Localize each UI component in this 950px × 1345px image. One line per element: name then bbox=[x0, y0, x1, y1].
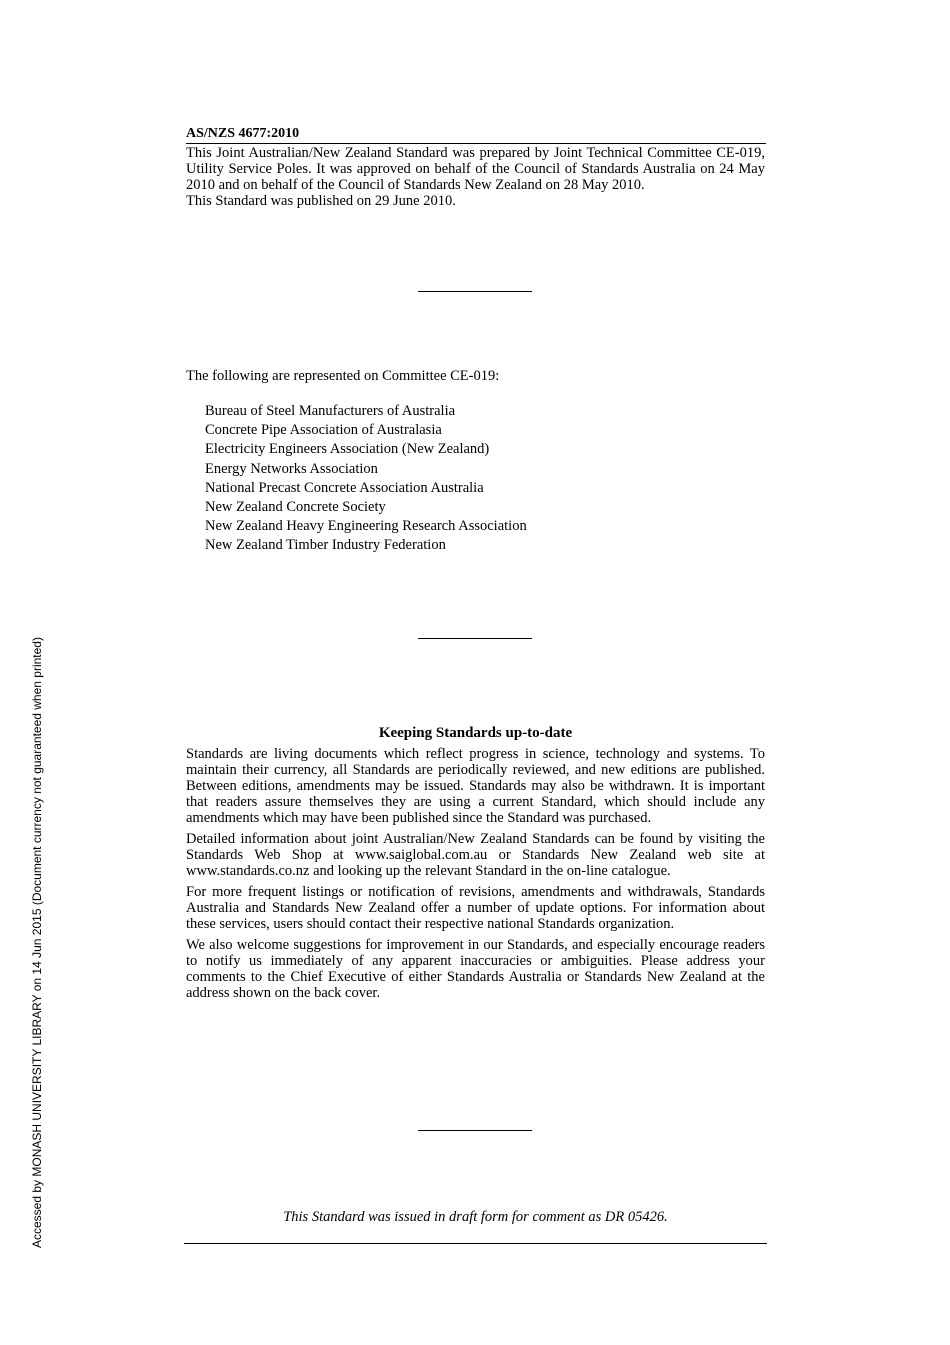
draft-note: This Standard was issued in draft form for comment as DR 05426. bbox=[283, 1209, 668, 1225]
keeping-standards-paragraph: We also welcome suggestions for improvement in our Standards, and especially encourage readers to notify us immediately of any apparent inaccuracies or ambiguities. Please address your comments to the Chief Executive of either Standards Australia or Standards New Zealand at the address shown on the back cover. bbox=[186, 937, 765, 1001]
keeping-standards-body bbox=[186, 746, 765, 1006]
keeping-standards-heading: Keeping Standards up-to-date bbox=[378, 725, 573, 741]
preparation-paragraph: This Joint Australian/New Zealand Standard was prepared by Joint Technical Committee CE-019, Utility Service Poles. It was approved on behalf of the Council of Standards Australia on 24 May 2010 and on behalf of the Council of Standards New Zealand on 28 May 2010. bbox=[186, 145, 765, 193]
keeping-standards-paragraph: For more frequent listings or notification of revisions, amendments and withdrawals, Standards Australia and Standards New Zealand offer a number of update options. For information about these services, users should contact their respective national Standards organization. bbox=[186, 884, 765, 932]
committee-member: New Zealand Heavy Engineering Research Association bbox=[205, 518, 527, 535]
committee-member: Electricity Engineers Association (New Zealand) bbox=[205, 441, 490, 458]
committee-member: National Precast Concrete Association Australia bbox=[205, 479, 484, 496]
committee-intro: The following are represented on Committee CE-019: bbox=[186, 368, 500, 384]
publication-date-line: This Standard was published on 29 June 2010. bbox=[186, 193, 456, 209]
footer-rule bbox=[184, 1243, 767, 1244]
committee-member: New Zealand Timber Industry Federation bbox=[205, 537, 446, 554]
committee-member-list bbox=[205, 402, 527, 556]
section-divider bbox=[418, 1130, 532, 1131]
section-divider bbox=[418, 638, 532, 639]
committee-member: Bureau of Steel Manufacturers of Australia bbox=[205, 403, 456, 419]
section-divider bbox=[418, 291, 532, 292]
committee-member: New Zealand Concrete Society bbox=[205, 498, 386, 515]
access-watermark-text: Accessed by MONASH UNIVERSITY LIBRARY on 14 Jun 2015 (Document currency not guaranteed when printed) bbox=[30, 637, 44, 1248]
standard-number: AS/NZS 4677:2010 bbox=[186, 126, 766, 144]
committee-member: Concrete Pipe Association of Australasia bbox=[205, 422, 442, 439]
preparation-block bbox=[186, 145, 765, 209]
keeping-standards-paragraph: Standards are living documents which reflect progress in science, technology and systems. To maintain their currency, all Standards are periodically reviewed, and new editions are published. Between editions, amendments may be issued. Standards may also be withdrawn. It is important that readers assure themselves they are using a current Standard, which should include any amendments which may have been published since the Standard was purchased. bbox=[186, 746, 765, 826]
keeping-standards-paragraph: Detailed information about joint Australian/New Zealand Standards can be found by visiting the Standards Web Shop at www.saiglobal.com.au or Standards New Zealand web site at www.standards.co.nz and looking up the relevant Standard in the on-line catalogue. bbox=[186, 831, 765, 879]
committee-member: Energy Networks Association bbox=[205, 460, 378, 477]
